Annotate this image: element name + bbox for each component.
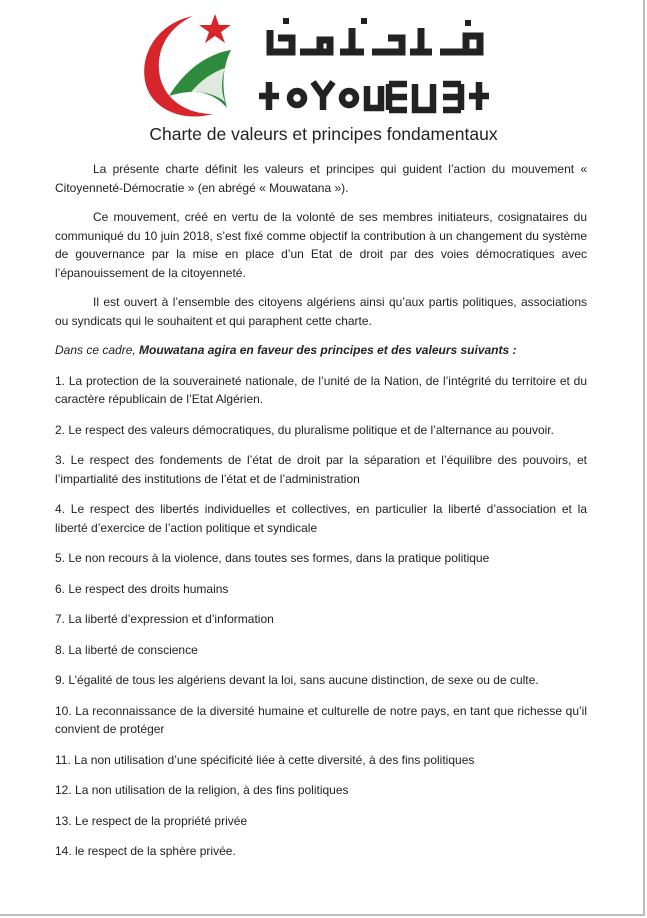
arabic-dots [283, 18, 471, 26]
principle-item: 4. Le respect des libertés individuelles et collectives, en particulier la liberté d’association et la liberté d’exercice de l’action politique et syndicale [55, 502, 587, 535]
principles-lead [55, 341, 587, 360]
charter-body [55, 160, 587, 861]
tifinagh-wordmark [259, 82, 489, 110]
lead-bold: Mouwatana agira en faveur des principes et des valeurs suivants : [139, 343, 517, 357]
lead-prefix: Dans ce cadre, [55, 343, 140, 357]
principle-item: 14. le respect de la sphère privée. [55, 844, 236, 858]
principle-item: 3. Le respect des fondements de l’état de droit par la séparation et l’équilibre des pouvoirs, et l’impartialité des institutions de l’état et de l’administration [55, 453, 587, 486]
principle-item: 1. La protection de la souveraineté nationale, de l’unité de la Nation, de l’intégrité du territoire et du caractère républicain de l’Etat Algérien. [55, 373, 587, 406]
arabic-wordmark [270, 28, 480, 52]
principle-item: 8. La liberté de conscience [55, 642, 198, 657]
principle-item: 5. Le non recours à la violence, dans toutes ses formes, dans la pratique politique [55, 551, 490, 565]
membership-paragraph: Il est ouvert à l’ensemble des citoyens algériens ainsi qu’aux partis politiques, associations ou syndicats qui le souhaitent et qui paraphent cette charte. [55, 295, 587, 328]
star-red-icon [199, 14, 231, 43]
principles-list [55, 372, 587, 861]
mouwatana-logo [135, 10, 495, 122]
principle-item: 7. La liberté d’expression et d’information [55, 612, 274, 626]
principle-item: 2. Le respect des valeurs démocratiques, du pluralisme politique et de l’alternance au pouvoir. [55, 422, 554, 437]
logo-graphic [135, 10, 495, 122]
principle-item: 11. La non utilisation d’une spécificité liée à cette diversité, à des fins politiques [55, 752, 475, 767]
intro-paragraph: La présente charte définit les valeurs et principes qui guident l’action du mouvement « Citoyenneté-Démocratie » (en abrégé « Mouwatana »). [55, 162, 587, 195]
mission-paragraph: Ce mouvement, créé en vertu de la volonté de ses membres initiateurs, cosignataires du communiqué du 10 juin 2018, s’est fixé comme objectif la contribution à un changement du système de gouvernance par la mise en place d’un Etat de droit par des voies démocratiques avec l’épanouissement de la citoyenneté. [55, 210, 587, 280]
principle-item: 10. La reconnaissance de la diversité humaine et culturelle de notre pays, en tant que richesse qu’il convient de protéger [55, 703, 587, 736]
principle-item: 12. La non utilisation de la religion, à des fins politiques [55, 783, 349, 797]
document-title: Charte de valeurs et principes fondamentaux [149, 124, 498, 144]
principle-item: 13. Le respect de la propriété privée [55, 813, 248, 828]
principle-item: 9. L’égalité de tous les algériens devant la loi, sans aucune distinction, de sexe ou de culte. [55, 673, 539, 687]
principle-item: 6. Le respect des droits humains [55, 581, 229, 596]
